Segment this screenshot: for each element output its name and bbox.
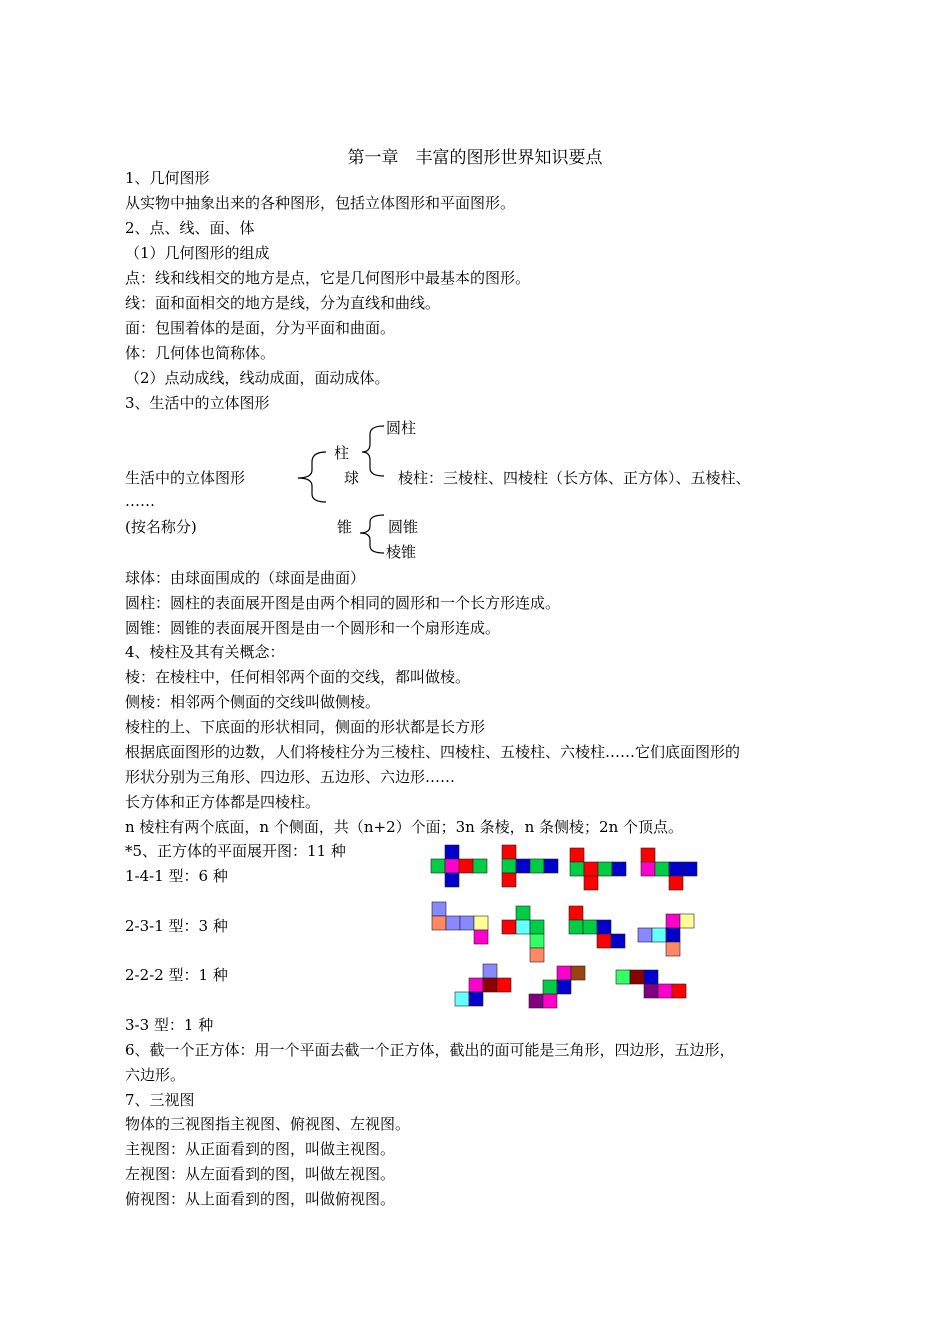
net-face [544,859,558,873]
net-face [446,916,460,930]
point-def: 点：线和线相交的地方是点，它是几何图形中最基本的图形。 [125,269,531,287]
net-face [543,994,557,1008]
top-view-def: 俯视图：从上面看到的图，叫做俯视图。 [125,1190,396,1208]
net-face [529,994,543,1008]
classify-line-1: 根据底面图形的边数，人们将棱柱分为三棱柱、四棱柱、五棱柱、六棱柱……它们底面图形的 [125,743,741,761]
section-2-heading: 2、点、线、面、体 [125,219,255,237]
bases-def: 棱柱的上、下底面的形状相同，侧面的形状都是长方形 [125,718,486,736]
net-face [455,992,469,1006]
net-face [497,978,511,992]
net-face [469,992,483,1006]
section-3-heading: 3、生活中的立体图形 [125,394,270,412]
cuboid-note: 长方体和正方体都是四棱柱。 [125,793,321,811]
type-231: 2-3-1 型：3 种 [125,917,228,935]
section-2-sub2: （2）点动成线，线动成面，面动成体。 [125,369,390,387]
net-face [571,966,585,980]
type-33: 3-3 型：1 种 [125,1016,214,1034]
net-face [641,862,655,876]
net-face [630,970,644,984]
net-face [502,873,516,887]
net-face [502,859,516,873]
body-def: 体：几何体也简称体。 [125,344,276,362]
net-face [530,920,544,934]
net-face [666,914,680,928]
cube-net-2 [502,845,558,887]
tree-prism: 棱柱：三棱柱、四棱柱（长方体、正方体）、五棱柱、 [398,469,751,487]
net-face [570,848,584,862]
cube-net-1 [431,845,487,887]
net-face [584,862,598,876]
net-face [666,942,680,956]
net-face [652,928,666,942]
front-view-def: 主视图：从正面看到的图，叫做主视图。 [125,1140,396,1158]
section-7-heading: 7、三视图 [125,1091,195,1109]
net-face [474,930,488,944]
section-2-sub1: （1）几何图形的组成 [125,244,270,262]
tree-cylinder: 圆柱 [386,419,417,437]
edge-def: 棱：在棱柱中，任何相邻两个面的交线，都叫做棱。 [125,668,471,686]
cube-net-3 [570,848,626,890]
net-face [611,934,625,948]
net-face [672,984,686,998]
net-face [445,845,459,859]
net-face [569,906,583,920]
net-face [638,928,652,942]
cube-net-4 [641,848,697,890]
cube-net-8 [638,914,694,956]
tree-cone: 圆锥 [388,518,419,536]
left-view-def: 左视图：从左面看到的图，叫做左视图。 [125,1165,396,1183]
cube-net-11 [616,970,686,998]
tree-pyramid: 棱锥 [386,543,417,561]
side-edge-def: 侧棱：相邻两个侧面的交线叫做侧棱。 [125,693,381,711]
views-intro: 物体的三视图指主视图、俯视图、左视图。 [125,1115,411,1133]
cube-net-7 [569,906,625,948]
net-face [612,862,626,876]
net-face [683,862,697,876]
net-face [530,934,544,948]
line-def: 线：面和面相交的地方是线，分为直线和曲线。 [125,294,441,312]
section-4-heading: 4、棱柱及其有关概念： [125,643,285,661]
net-face [597,934,611,948]
type-222: 2-2-2 型：1 种 [125,966,228,984]
cube-net-9 [455,964,511,1006]
net-face [644,984,658,998]
net-face [570,862,584,876]
net-face [658,984,672,998]
section-5-heading: *5、正方体的平面展开图：11 种 [125,842,346,860]
face-def: 面：包围着体的是面，分为平面和曲面。 [125,319,396,337]
tree-sphere: 球 [344,469,360,487]
tree-cone-group: 锥 [337,518,353,536]
tree-root-note: (按名称分) [125,518,197,536]
section-1-heading: 1、几何图形 [125,169,210,187]
net-face [502,845,516,859]
net-face [669,876,683,890]
cube-net-6 [502,906,544,962]
net-face [641,848,655,862]
net-face [644,970,658,984]
tree-ellipsis: …… [125,492,155,510]
net-face [516,906,530,920]
net-face [569,920,583,934]
net-face [584,876,598,890]
tree-prism-group: 柱 [334,444,350,462]
net-face [666,928,680,942]
section-1-text: 从实物中抽象出来的各种图形，包括立体图形和平面图形。 [125,194,516,212]
net-face [557,966,571,980]
net-face [680,914,694,928]
net-face [669,862,683,876]
cube-net-10 [529,966,585,1008]
net-face [445,859,459,873]
net-face [543,980,557,994]
net-face [655,862,669,876]
net-face [557,980,571,994]
net-face [516,859,530,873]
cone-def: 圆锥：圆锥的表面展开图是由一个圆形和一个扇形连成。 [125,619,501,637]
net-face [502,920,516,934]
net-face [460,916,474,930]
net-face [483,964,497,978]
net-face [445,873,459,887]
net-face [516,920,530,934]
prism-formula: n 棱柱有两个底面，n 个侧面，共（n+2）个面；3n 条棱，n 条侧棱；2n 个顶点。 [125,818,684,836]
sphere-def: 球体：由球面围成的（球面是曲面） [125,569,366,587]
page-title: 第一章 丰富的图形世界知识要点 [347,148,603,168]
net-face [616,970,630,984]
net-face [530,948,544,962]
net-face [473,859,487,873]
net-face [469,978,483,992]
cylinder-def: 圆柱：圆柱的表面展开图是由两个相同的圆形和一个长方形连成。 [125,594,561,612]
tree-root: 生活中的立体图形 [125,469,246,487]
section-6-line-1: 6、截一个正方体：用一个平面去截一个正方体，截出的面可能是三角形，四边形，五边形， [125,1041,735,1059]
net-face [459,859,473,873]
net-face [483,978,497,992]
net-face [597,920,611,934]
net-face [598,862,612,876]
section-6-line-2: 六边形。 [125,1066,186,1084]
cube-net-5 [432,902,488,944]
net-face [583,920,597,934]
net-face [474,916,488,930]
net-face [432,916,446,930]
classify-line-2: 形状分别为三角形、四边形、五边形、六边形…… [125,768,456,786]
net-face [530,859,544,873]
net-face [431,859,445,873]
type-141: 1-4-1 型：6 种 [125,867,228,885]
net-face [432,902,446,916]
